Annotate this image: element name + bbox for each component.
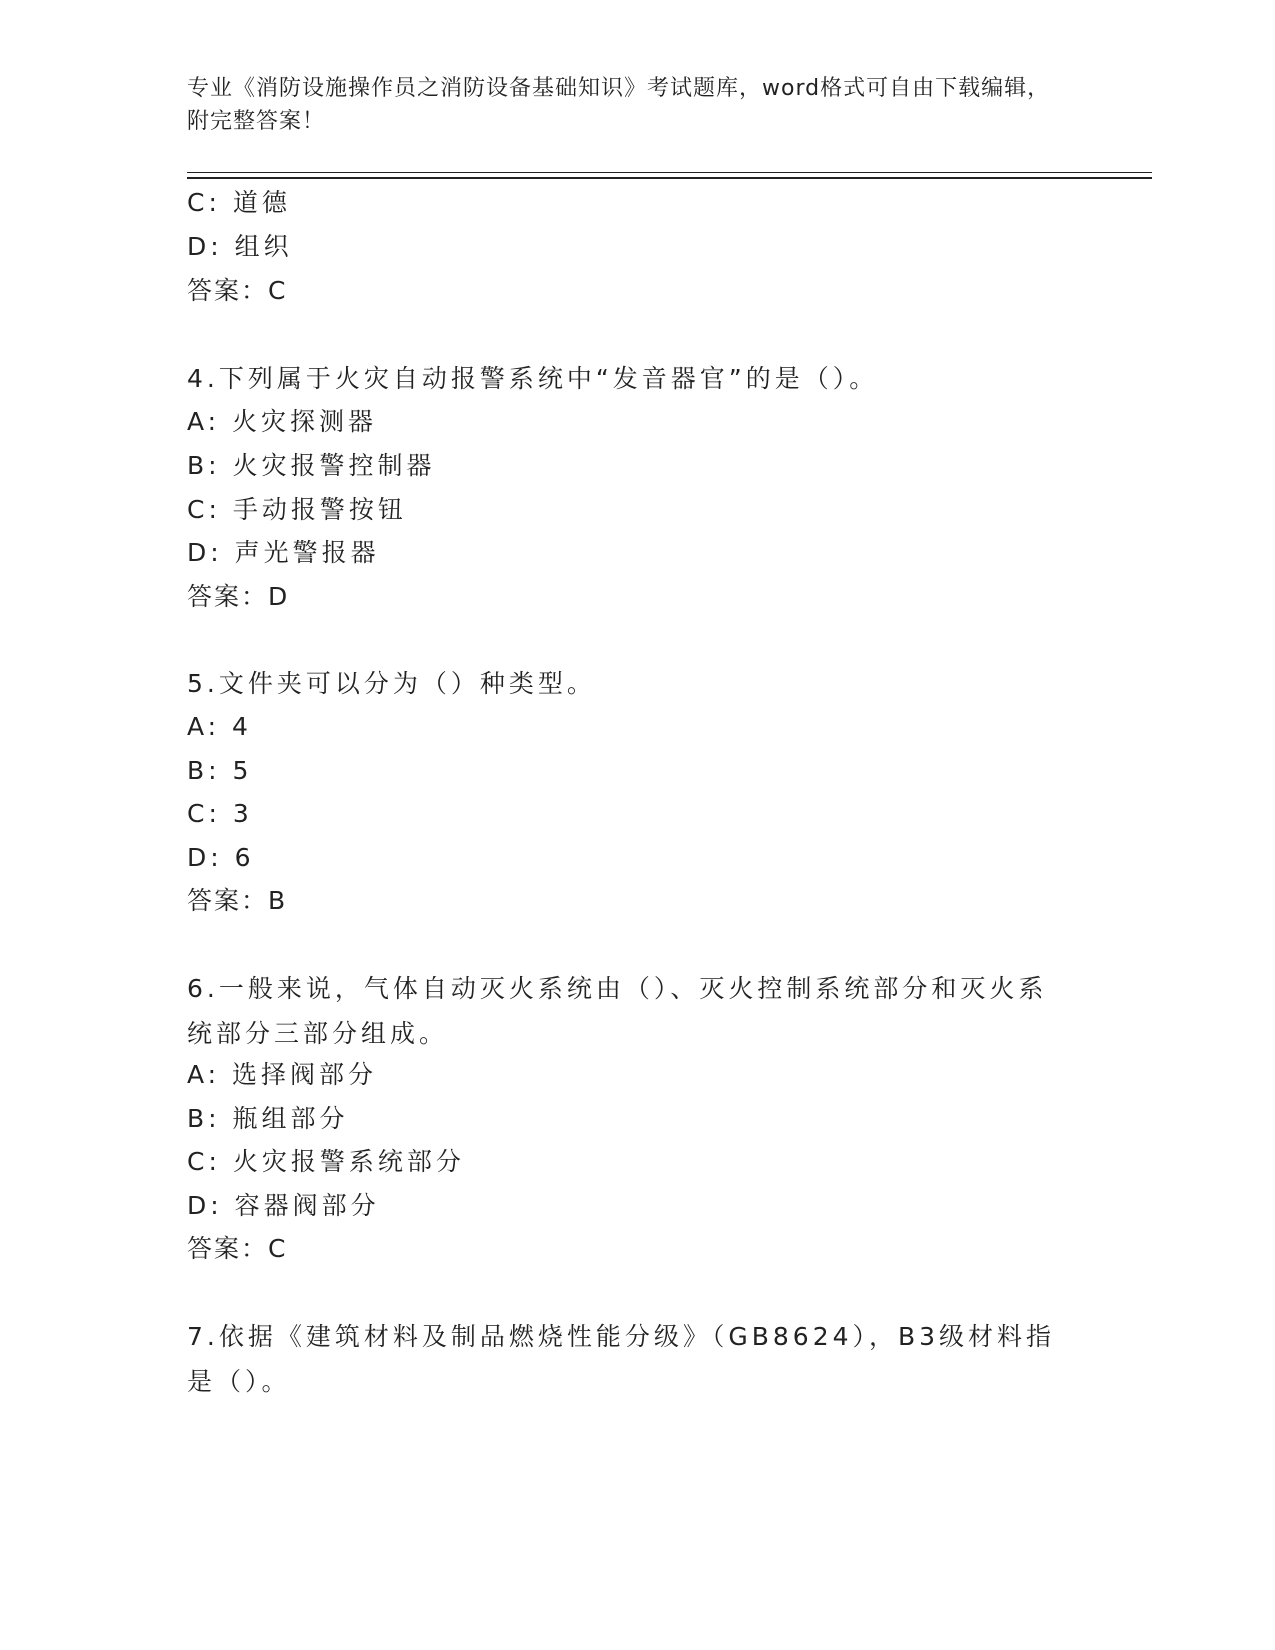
q4-option-a: A: 火灾探测器 bbox=[187, 407, 378, 436]
q3-answer: 答案：C bbox=[187, 276, 288, 305]
q4-answer: 答案：D bbox=[187, 582, 290, 611]
q4-option-b: B: 火灾报警控制器 bbox=[187, 451, 436, 480]
q5-option-c: C: 3 bbox=[187, 799, 253, 828]
q5-question: 5.文件夹可以分为（）种类型。 bbox=[187, 669, 596, 698]
header-rule-thick bbox=[187, 177, 1152, 179]
q4-option-d: D: 声光警报器 bbox=[187, 538, 380, 567]
header-rule-thin bbox=[187, 172, 1152, 173]
page-header: 专业《消防设施操作员之消防设备基础知识》考试题库，word格式可自由下载编辑，附完整答案！ bbox=[187, 76, 1051, 134]
q4-question: 4.下列属于火灾自动报警系统中“发音器官”的是（）。 bbox=[187, 364, 879, 393]
q6-question: 6.一般来说，气体自动灭火系统由（）、灭火控制系统部分和灭火系统部分三部分组成。 bbox=[187, 974, 1048, 1048]
q6-option-a: A: 选择阀部分 bbox=[187, 1060, 378, 1089]
q5-option-b: B: 5 bbox=[187, 756, 253, 785]
q4-option-c: C: 手动报警按钮 bbox=[187, 495, 407, 524]
q6-option-b: B: 瓶组部分 bbox=[187, 1104, 349, 1133]
q6-option-c: C: 火灾报警系统部分 bbox=[187, 1147, 465, 1176]
q7-question: 7.依据《建筑材料及制品燃烧性能分级》（GB8624），B3级材料指是（）。 bbox=[187, 1322, 1056, 1396]
q5-option-a: A: 4 bbox=[187, 712, 252, 741]
q3-option-c: C: 道德 bbox=[187, 188, 291, 217]
q6-option-d: D: 容器阀部分 bbox=[187, 1191, 380, 1220]
q6-answer: 答案：C bbox=[187, 1234, 288, 1263]
q3-option-d: D: 组织 bbox=[187, 232, 293, 261]
q5-answer: 答案：B bbox=[187, 886, 288, 915]
q5-option-d: D: 6 bbox=[187, 843, 255, 872]
